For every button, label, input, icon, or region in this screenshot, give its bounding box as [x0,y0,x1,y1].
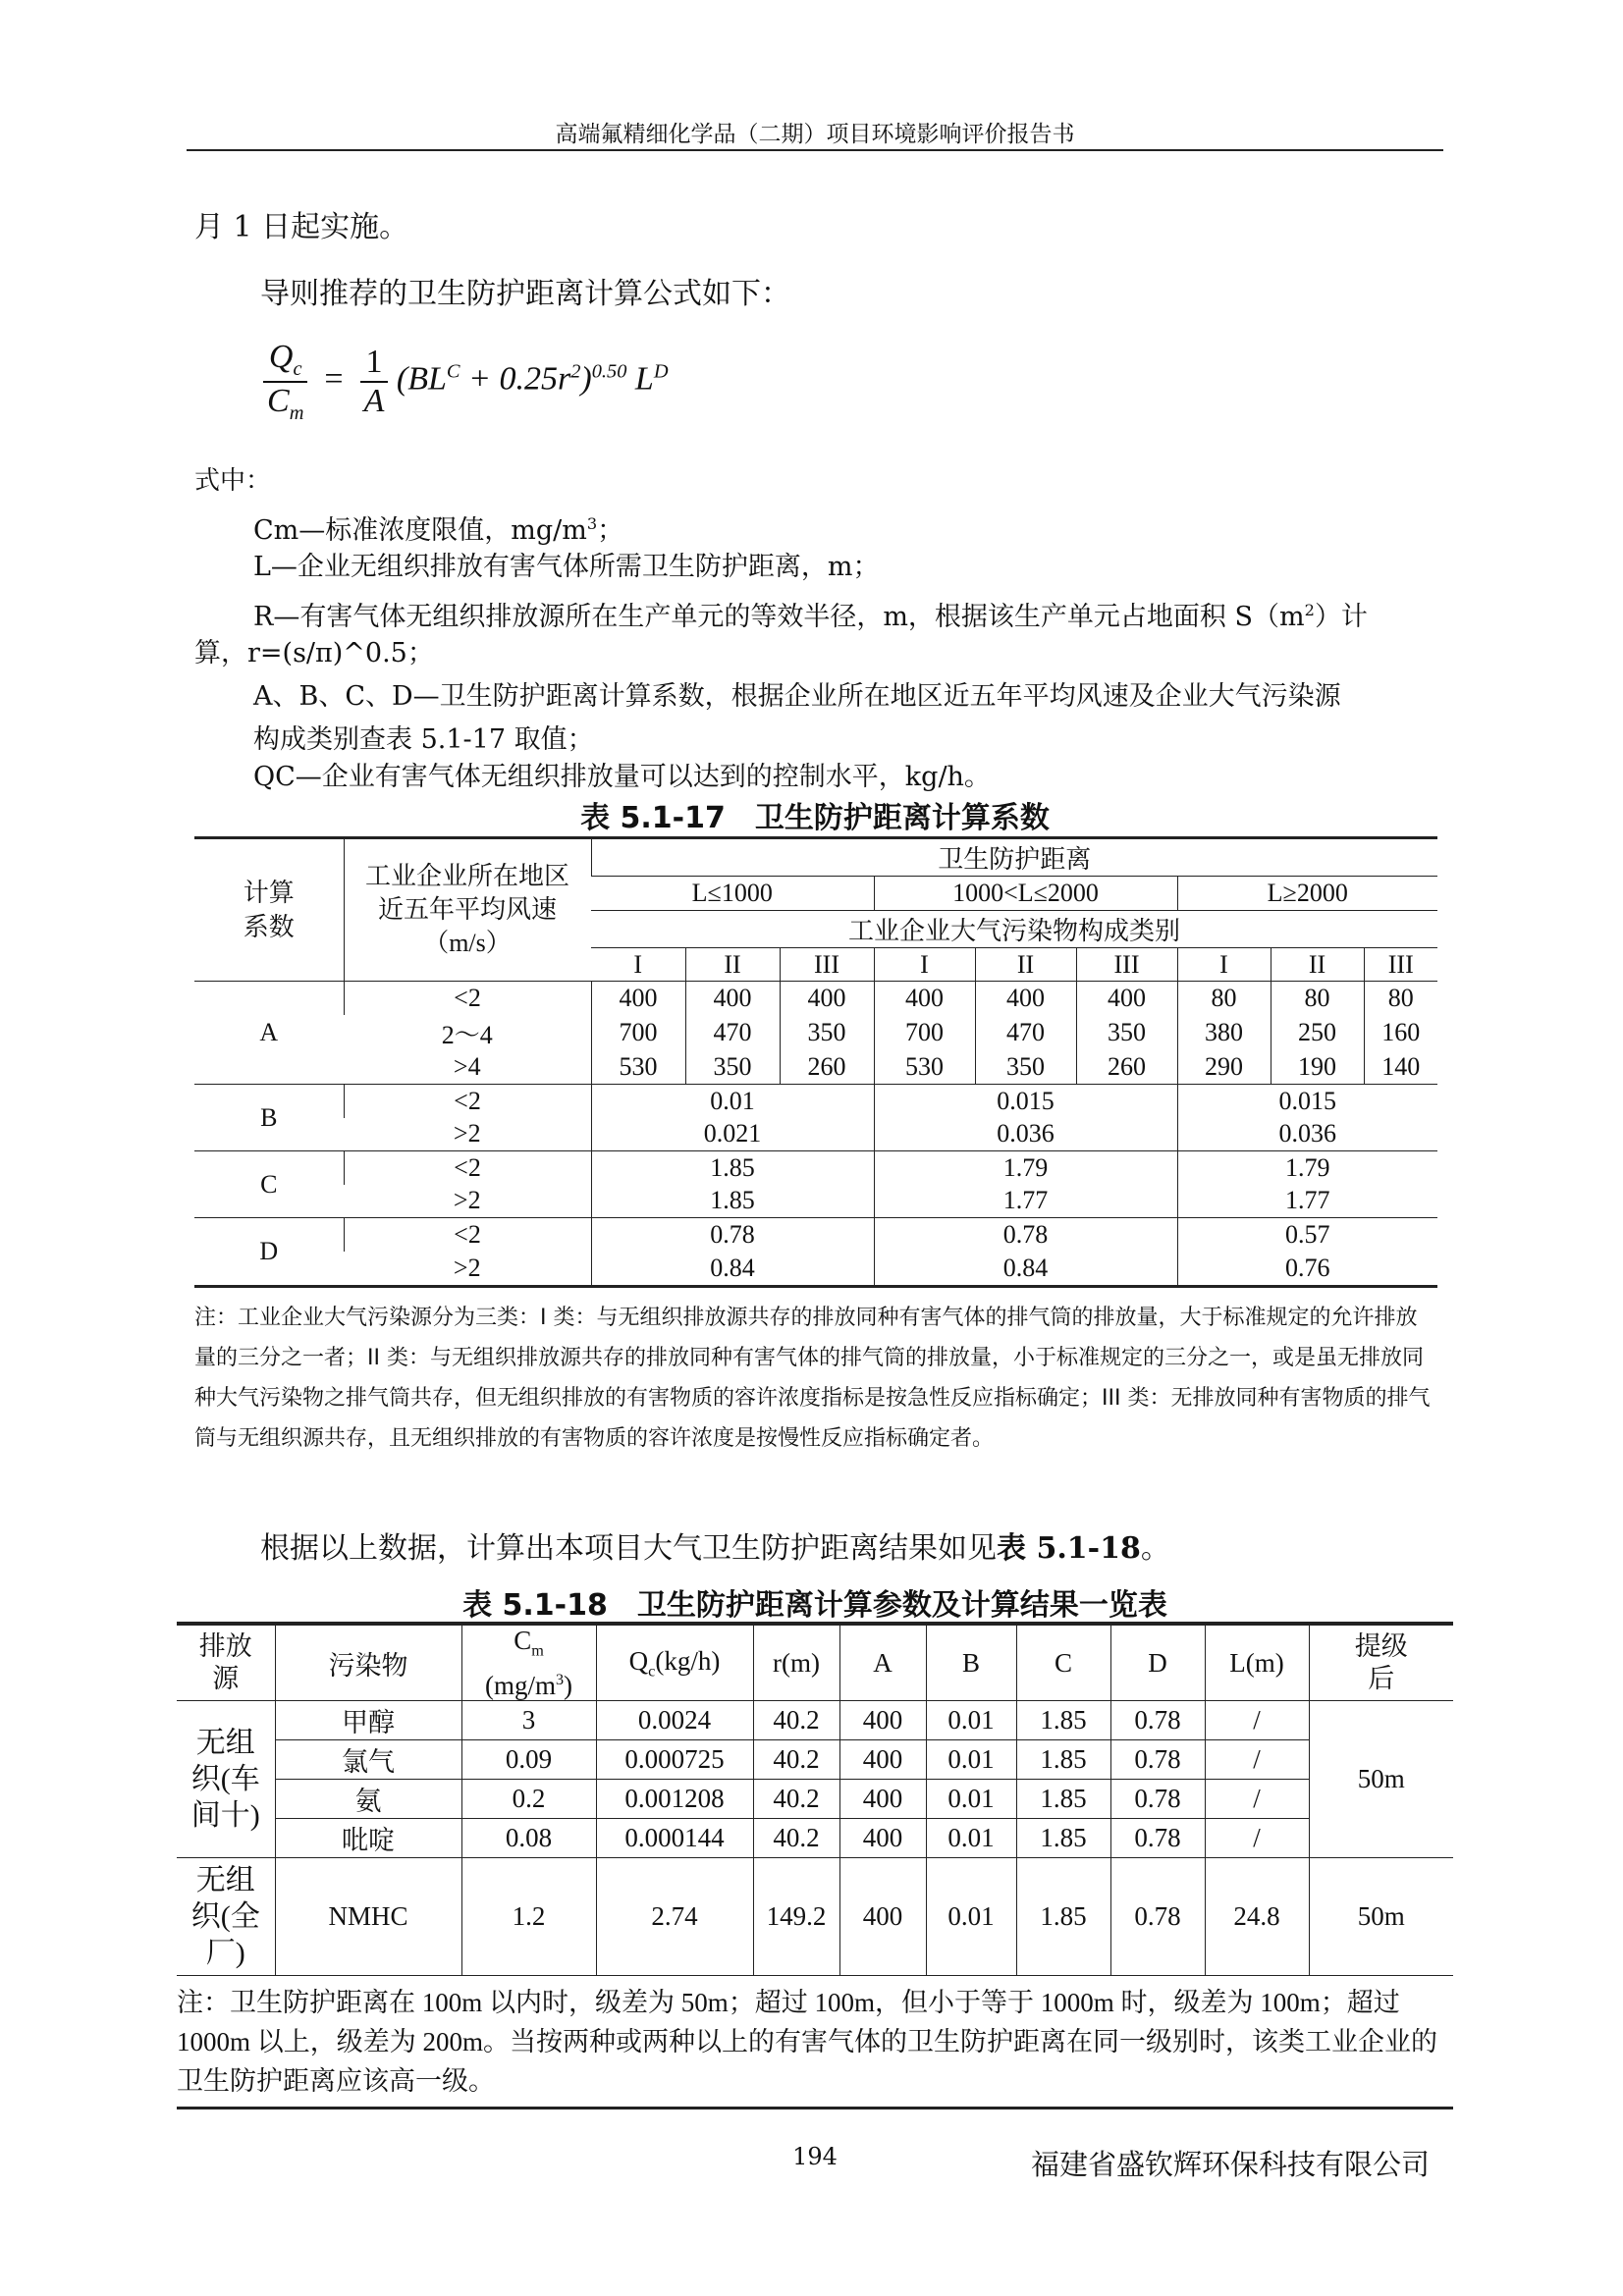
table-row [194,1151,1437,1185]
value-cell: 1.85 [1016,1740,1110,1780]
value-cell: 350 [780,1015,874,1051]
table17 [194,836,1437,1288]
value-cell: 0.01 [926,1819,1016,1858]
table-row [194,1252,1437,1285]
value-cell: 80 [1271,982,1364,1015]
wind-cell: >2 [453,1119,481,1148]
wind-cell: <2 [344,1085,591,1118]
value-cell: 350 [1076,1015,1177,1051]
wind-cell: >2 [453,1186,481,1215]
th-level: 提级 后 [1309,1626,1453,1701]
th-cat-ii: II [685,948,780,982]
th-cat-iii: III [1076,948,1177,982]
def-r-cont: 算，r=(s/π)^0.5； [194,638,434,668]
page-number: 194 [792,2143,838,2170]
wind-cell: <2 [344,982,591,1015]
value-cell: 0.000725 [596,1740,753,1780]
def-abcd-cont: 构成类别查表 5.1-17 取值； [253,724,594,755]
value-cell: 350 [975,1051,1076,1085]
company-name: 福建省盛钦辉环保科技有限公司 [1031,2148,1431,2181]
pollutant-cell: NMHC [275,1858,461,1976]
formula: $\frac{Q_c}{C_m}$ = $\frac{1}{A}$ $(BL^C + 0.25r^2)^{0.50}$ $L^D$ [263,339,669,425]
th-distance: 卫生防护距离 [591,839,1437,877]
th-category: 工业企业大气污染物构成类别 [591,911,1437,948]
value-cell: 400 [839,1819,926,1858]
value-cell: 400 [1076,982,1177,1015]
coef-a: A [194,982,344,1085]
value-cell: 400 [685,982,780,1015]
value-cell: 0.78 [1110,1858,1205,1976]
th-l2: 1000<L≤2000 [874,877,1177,911]
def-qc: QC—企业有害气体无组织排放量可以达到的控制水平，kg/h。 [253,762,991,792]
value-cell: 400 [839,1701,926,1740]
value-cell: 0.01 [926,1701,1016,1740]
value-cell: 0.015 [1177,1085,1437,1118]
th-coef: 计算 系数 [194,839,344,982]
value-cell: 400 [839,1740,926,1780]
th-cat-ii: II [975,948,1076,982]
text-line-2: 导则推荐的卫生防护距离计算公式如下： [260,277,790,311]
value-cell: 0.84 [874,1252,1177,1285]
value-cell: 400 [591,982,685,1015]
header-rule [187,149,1443,151]
th-cat-i: I [591,948,685,982]
value-cell: 380 [1177,1015,1271,1051]
th-cat-iii: III [780,948,874,982]
value-cell: 260 [1076,1051,1177,1085]
table-row [177,1858,1453,1976]
th-a: A [839,1626,926,1701]
value-cell: 1.85 [591,1151,874,1185]
value-cell: 0.021 [591,1118,874,1151]
table-row [194,982,1437,1015]
th-cat-i: I [874,948,975,982]
value-cell: / [1205,1780,1309,1819]
table-row [194,1185,1437,1218]
th-cat-ii: II [1271,948,1364,982]
value-cell: 1.2 [461,1858,596,1976]
value-cell: 1.85 [1016,1780,1110,1819]
level-cell: 50m [1309,1858,1453,1976]
value-cell: / [1205,1819,1309,1858]
value-cell: 0.001208 [596,1780,753,1819]
value-cell: 400 [975,982,1076,1015]
table17-title: 表 5.1-17 卫生防护距离计算系数 [580,801,1050,835]
value-cell: / [1205,1740,1309,1780]
wind-cell: <2 [344,1218,591,1252]
value-cell: 400 [780,982,874,1015]
value-cell: 40.2 [753,1701,839,1740]
th-qc: $Q_c(kg/h)$ [596,1626,753,1701]
value-cell: 0.0024 [596,1701,753,1740]
value-cell: 250 [1271,1015,1364,1051]
value-cell: 1.77 [1177,1185,1437,1218]
def-l: L—企业无组织排放有害气体所需卫生防护距离，m； [253,552,880,582]
pollutant-cell: 吡啶 [275,1819,461,1858]
wind-cell: >4 [453,1052,481,1082]
value-cell: 0.09 [461,1740,596,1780]
value-cell: 1.85 [1016,1858,1110,1976]
pollutant-cell: 氯气 [275,1740,461,1780]
value-cell: 260 [780,1051,874,1085]
level-cell: 50m [1309,1701,1453,1858]
value-cell: 0.78 [1110,1740,1205,1780]
value-cell: 0.01 [591,1085,874,1118]
value-cell: 2.74 [596,1858,753,1976]
th-l1: L≤1000 [591,877,874,911]
value-cell: 530 [874,1051,975,1085]
th-r: r(m) [753,1626,839,1701]
value-cell: 40.2 [753,1740,839,1780]
value-cell: 0.78 [1110,1780,1205,1819]
value-cell: 1.79 [874,1151,1177,1185]
th-cm: $C_m$ $(mg/m^3)$ [461,1626,596,1701]
def-abcd: A、B、C、D—卫生防护距离计算系数，根据企业所在地区近五年平均风速及企业大气污染源 [253,681,1341,712]
value-cell: 0.78 [1110,1701,1205,1740]
formula-lhs: $\frac{Q_c}{C_m}$ [263,339,307,425]
th-pollutant: 污染物 [275,1626,461,1701]
value-cell: 3 [461,1701,596,1740]
table18-title: 表 5.1-18 卫生防护距离计算参数及计算结果一览表 [462,1588,1167,1623]
wind-cell: <2 [344,1151,591,1185]
value-cell: 700 [591,1015,685,1051]
value-cell: 0.84 [591,1252,874,1285]
value-cell: 1.77 [874,1185,1177,1218]
value-cell: 0.78 [591,1218,874,1252]
value-cell: 0.015 [874,1085,1177,1118]
value-cell: / [1205,1701,1309,1740]
value-cell: 350 [685,1051,780,1085]
table-row [194,1085,1437,1118]
th-l3: L≥2000 [1177,877,1437,911]
table-row [177,1740,1453,1780]
value-cell: 400 [839,1780,926,1819]
th-c: C [1016,1626,1110,1701]
value-cell: 400 [839,1858,926,1976]
value-cell: 530 [591,1051,685,1085]
value-cell: 0.01 [926,1858,1016,1976]
page-header: 高端氟精细化学品（二期）项目环境影响评价报告书 [555,122,1075,147]
th-cat-i: I [1177,948,1271,982]
formula-fraction: $\frac{1}{A}$ [360,344,389,420]
where-label: 式中： [194,466,272,496]
value-cell: 40.2 [753,1780,839,1819]
table-row [194,1118,1437,1151]
value-cell: 0.2 [461,1780,596,1819]
table-row [177,1701,1453,1740]
value-cell: 80 [1177,982,1271,1015]
value-cell: 160 [1364,1015,1437,1051]
pollutant-cell: 甲醇 [275,1701,461,1740]
para-result: 根据以上数据，计算出本项目大气卫生防护距离结果如见表 5.1-18。 [260,1531,1170,1566]
table-row [177,1780,1453,1819]
value-cell: 0.57 [1177,1218,1437,1252]
value-cell: 0.000144 [596,1819,753,1858]
value-cell: 40.2 [753,1819,839,1858]
table-row [177,1819,1453,1858]
value-cell: 1.85 [1016,1701,1110,1740]
value-cell: 0.036 [1177,1118,1437,1151]
value-cell: 0.78 [1110,1819,1205,1858]
value-cell: 400 [874,982,975,1015]
value-cell: 190 [1271,1051,1364,1085]
value-cell: 0.76 [1177,1252,1437,1285]
value-cell: 1.85 [1016,1819,1110,1858]
th-d: D [1110,1626,1205,1701]
th-cat-iii: III [1364,948,1437,982]
th-l: L(m) [1205,1626,1309,1701]
coef-c: C [260,1169,278,1199]
value-cell: 1.85 [591,1185,874,1218]
value-cell: 0.036 [874,1118,1177,1151]
value-cell: 80 [1364,982,1437,1015]
value-cell: 149.2 [753,1858,839,1976]
pollutant-cell: 氨 [275,1780,461,1819]
def-r: R—有害气体无组织排放源所在生产单元的等效半径，m，根据该生产单元占地面积 $S(m^2)$计 [253,601,1368,632]
table-row [194,1015,1437,1051]
value-cell: 470 [685,1015,780,1051]
table18-note: 注：卫生防护距离在 100m 以内时，级差为 50m；超过 100m，但小于等于 1000m 时，级差为 100m；超过 1000m 以上，级差为 200m。当按两种或两种以上的有害气体的卫生防护距离在同一级别时，该类工业企业的卫生防护距离应该高一级。 [177,1983,1453,2109]
wind-cell: 2～4 [441,1020,493,1049]
table17-note: 注：工业企业大气污染源分为三类：I 类：与无组织排放源共存的排放同种有害气体的排气筒的排放量，大于标准规定的允许排放量的三分之一者；II 类：与无组织排放源共存的排放同种有害气体的排气筒的排放量，小于标准规定的三分之一，或是虽无排放同种大气污染物之排气筒共存，但无组织排放的有害物质的容许浓度指标是按急性反应指标确定；III 类：无排放同种有害物质的排气筒与无组织源共存，且无组织排放的有害物质的容许浓度是按慢性反应指标确定者。 [194,1306,1431,1451]
text-line-1: 月 1 日起实施。 [194,210,409,244]
th-wind: 工业企业所在地区 近五年平均风速 （m/s） [344,839,591,982]
value-cell: 700 [874,1015,975,1051]
def-cm: Cm—标准浓度限值，$mg/m^3$； [253,514,624,546]
coef-b: B [260,1102,278,1132]
value-cell: 0.78 [874,1218,1177,1252]
value-cell: 1.79 [1177,1151,1437,1185]
value-cell: 0.08 [461,1819,596,1858]
table-row [194,1051,1437,1085]
wind-cell: >2 [453,1253,481,1282]
table-row [194,1218,1437,1252]
source-cell: 无组 织(全 厂) [177,1858,275,1976]
th-b: B [926,1626,1016,1701]
value-cell: 0.01 [926,1780,1016,1819]
value-cell: 0.01 [926,1740,1016,1780]
source-cell: 无组 织(车 间十) [177,1701,275,1858]
table18 [177,1622,1453,1976]
th-source: 排放 源 [177,1626,275,1701]
value-cell: 290 [1177,1051,1271,1085]
value-cell: 140 [1364,1051,1437,1085]
value-cell: 24.8 [1205,1858,1309,1976]
coef-d: D [259,1236,279,1265]
value-cell: 470 [975,1015,1076,1051]
